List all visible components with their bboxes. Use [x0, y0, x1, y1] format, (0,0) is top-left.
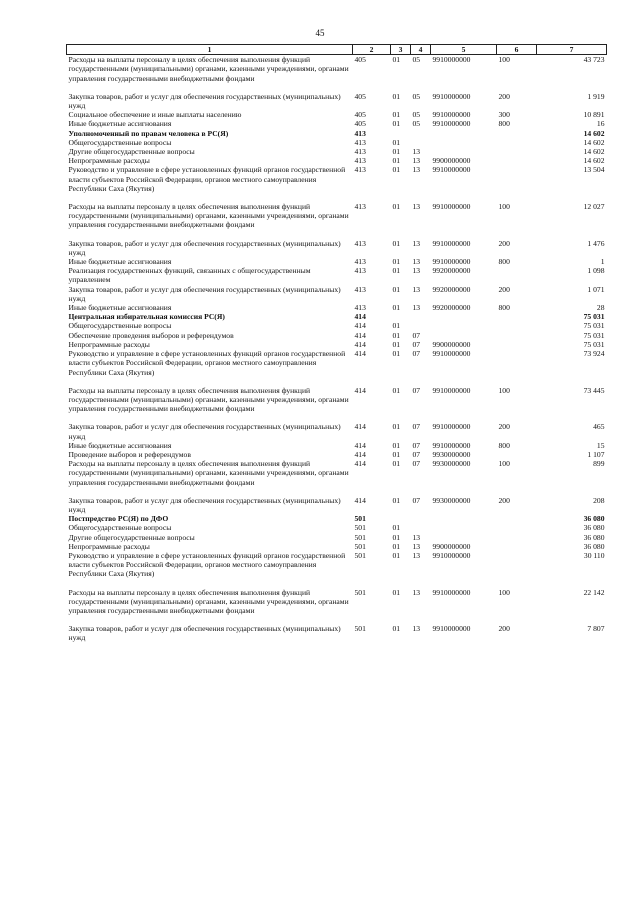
row-name: Иные бюджетные ассигнования	[68, 440, 172, 450]
row-section: 01	[392, 541, 401, 551]
row-target-article	[431, 129, 497, 138]
table-row	[67, 349, 607, 377]
row-target-article: 9910000000	[432, 257, 471, 267]
row-chapter: 501	[354, 514, 366, 524]
row-chapter: 414	[354, 495, 366, 505]
row-subsection: 07	[412, 449, 421, 459]
header-cell: 3	[391, 45, 411, 55]
row-spacer	[67, 615, 607, 624]
row-subsection: 13	[412, 587, 421, 597]
row-chapter: 413	[354, 257, 366, 267]
row-name: Непрограммные расходы	[68, 339, 150, 349]
row-target-article: 9930000000	[432, 459, 471, 469]
row-section: 01	[392, 238, 401, 248]
row-expense-type: 800	[498, 440, 510, 450]
row-chapter: 413	[354, 303, 366, 313]
row-expense-type: 800	[498, 257, 510, 267]
table-row	[67, 624, 607, 642]
row-chapter: 405	[354, 119, 366, 129]
row-expense-type	[497, 331, 537, 340]
row-name: Закупка товаров, работ и услуг для обеспечения государственных (муниципальных) нужд	[68, 238, 341, 257]
row-amount: 36 080	[583, 541, 605, 551]
row-section: 01	[392, 587, 401, 597]
row-expense-type	[497, 156, 537, 165]
row-amount: 36 080	[583, 532, 605, 542]
table-row	[67, 138, 607, 147]
row-amount: 13 504	[583, 165, 605, 175]
row-section: 01	[392, 624, 401, 634]
row-section: 01	[392, 257, 401, 267]
row-amount: 73 924	[583, 349, 605, 359]
row-amount: 14 602	[583, 147, 605, 157]
row-subsection: 13	[412, 202, 421, 212]
row-name: Иные бюджетные ассигнования	[68, 119, 172, 129]
row-expense-type: 100	[498, 587, 510, 597]
row-chapter: 501	[354, 523, 366, 533]
row-section: 01	[392, 532, 401, 542]
row-name: Руководство и управление в сфере установленных функций органов государственной власти субъектов Российской Федерации, органов местного самоуправления Республики Саха (Якутия)	[68, 165, 346, 193]
row-subsection: 13	[412, 266, 421, 276]
row-subsection: 07	[412, 440, 421, 450]
row-chapter: 413	[354, 156, 366, 166]
row-name: Закупка товаров, работ и услуг для обеспечения государственных (муниципальных) нужд	[68, 284, 341, 303]
row-chapter: 501	[354, 532, 366, 542]
row-name: Непрограммные расходы	[68, 156, 150, 166]
row-subsection: 13	[412, 550, 421, 560]
row-section: 01	[392, 495, 401, 505]
table-row	[67, 303, 607, 312]
row-expense-type	[497, 266, 537, 284]
row-expense-type	[497, 138, 537, 147]
row-section: 01	[392, 284, 401, 294]
row-amount: 75 031	[583, 330, 605, 340]
row-chapter: 413	[354, 266, 366, 276]
row-name: Другие общегосударственные вопросы	[68, 147, 195, 157]
row-expense-type	[497, 340, 537, 349]
row-subsection: 13	[412, 257, 421, 267]
row-section: 01	[392, 385, 401, 395]
row-expense-type	[497, 514, 537, 523]
row-name: Закупка товаров, работ и услуг для обеспечения государственных (муниципальных) нужд	[68, 91, 341, 111]
row-chapter: 405	[354, 110, 366, 120]
row-chapter: 414	[354, 321, 366, 331]
row-chapter: 501	[354, 587, 366, 597]
header-cell: 1	[67, 45, 353, 55]
row-target-article	[431, 331, 497, 340]
table-row	[67, 533, 607, 542]
row-subsection: 07	[412, 349, 421, 359]
table-row	[67, 588, 607, 616]
row-chapter: 501	[354, 550, 366, 560]
row-expense-type: 200	[498, 91, 510, 101]
row-section: 01	[392, 266, 401, 276]
table-row	[67, 551, 607, 579]
row-amount: 14 602	[583, 137, 605, 147]
row-section: 01	[392, 91, 401, 101]
table-row	[67, 450, 607, 459]
header-row	[67, 45, 607, 55]
row-section: 01	[392, 440, 401, 450]
row-subsection	[411, 523, 431, 532]
row-chapter: 414	[354, 440, 366, 450]
header-cell: 4	[411, 45, 431, 55]
row-subsection	[411, 129, 431, 138]
table-row	[67, 386, 607, 414]
table-row	[67, 542, 607, 551]
row-section: 01	[392, 339, 401, 349]
row-chapter: 414	[354, 312, 366, 322]
row-subsection: 13	[412, 303, 421, 313]
row-expense-type	[497, 533, 537, 542]
table-row	[67, 422, 607, 440]
row-subsection: 13	[412, 532, 421, 542]
row-name: Расходы на выплаты персоналу в целях обеспечения выполнения функций государственными (муниципальными) органами, казенными учреждениями, органами управления государственными внебюджетными фондами	[68, 587, 349, 615]
row-target-article: 9910000000	[432, 55, 471, 65]
table-row	[67, 92, 607, 110]
row-section: 01	[392, 119, 401, 129]
row-expense-type: 100	[498, 55, 510, 65]
row-amount: 30 110	[583, 550, 605, 560]
row-section: 01	[392, 422, 401, 432]
row-name: Руководство и управление в сфере установленных функций органов государственной власти субъектов Российской Федерации, органов местного самоуправления Республики Саха (Якутия)	[68, 349, 346, 377]
table-row	[67, 156, 607, 165]
row-target-article: 9900000000	[432, 156, 471, 166]
row-target-article: 9930000000	[432, 495, 471, 505]
row-expense-type	[497, 129, 537, 138]
table-row	[67, 257, 607, 266]
row-section: 01	[392, 303, 401, 313]
row-amount: 7 807	[587, 624, 605, 634]
row-name: Общегосударственные вопросы	[68, 523, 172, 533]
row-target-article: 9920000000	[432, 284, 471, 294]
row-expense-type	[497, 165, 537, 193]
row-section: 01	[392, 55, 401, 65]
row-chapter: 414	[354, 459, 366, 469]
row-expense-type	[497, 147, 537, 156]
table-row	[67, 202, 607, 230]
row-chapter: 413	[354, 284, 366, 294]
row-target-article	[431, 138, 497, 147]
row-expense-type	[497, 542, 537, 551]
row-chapter: 405	[354, 91, 366, 101]
table-row	[67, 441, 607, 450]
row-target-article: 9910000000	[432, 202, 471, 212]
row-section: 01	[392, 349, 401, 359]
row-subsection	[411, 312, 431, 321]
table-row	[67, 266, 607, 284]
row-section: 01	[392, 321, 401, 331]
row-section: 01	[392, 165, 401, 175]
row-target-article: 9910000000	[432, 119, 471, 129]
row-target-article: 9910000000	[432, 238, 471, 248]
row-name: Расходы на выплаты персоналу в целях обеспечения выполнения функций государственными (муниципальными) органами, казенными учреждениями, органами управления государственными внебюджетными фондами	[68, 202, 349, 230]
row-chapter: 414	[354, 449, 366, 459]
row-target-article	[431, 523, 497, 532]
row-subsection: 13	[412, 156, 421, 166]
header-cell: 5	[431, 45, 497, 55]
row-subsection: 07	[412, 459, 421, 469]
row-amount: 1	[600, 257, 605, 267]
table-row	[67, 459, 607, 487]
row-subsection: 07	[412, 339, 421, 349]
row-target-article: 9910000000	[432, 440, 471, 450]
table-row	[67, 239, 607, 257]
row-name: Обеспечение проведения выборов и референдумов	[68, 330, 234, 340]
row-target-article: 9920000000	[432, 303, 471, 313]
row-subsection: 07	[412, 495, 421, 505]
row-subsection: 13	[412, 165, 421, 175]
row-spacer	[67, 83, 607, 92]
row-subsection: 07	[412, 422, 421, 432]
row-expense-type	[497, 551, 537, 579]
table-row	[67, 340, 607, 349]
row-spacer	[67, 487, 607, 496]
row-amount: 1 071	[587, 284, 605, 294]
row-name: Непрограммные расходы	[68, 541, 150, 551]
row-amount: 75 031	[583, 321, 605, 331]
row-expense-type: 200	[498, 284, 510, 294]
row-target-article: 9910000000	[432, 165, 471, 175]
row-subsection: 13	[412, 541, 421, 551]
row-target-article: 9900000000	[432, 541, 471, 551]
table-row	[67, 129, 607, 138]
row-target-article: 9910000000	[432, 385, 471, 395]
row-amount: 208	[593, 495, 605, 505]
row-target-article: 9910000000	[432, 110, 471, 120]
row-subsection: 13	[412, 284, 421, 294]
header-cell: 7	[537, 45, 607, 55]
row-amount: 1 107	[587, 449, 605, 459]
row-expense-type: 300	[498, 110, 510, 120]
table-body	[67, 55, 607, 643]
row-amount: 22 142	[583, 587, 605, 597]
table-row	[67, 147, 607, 156]
row-section: 01	[392, 449, 401, 459]
row-target-article: 9930000000	[432, 449, 471, 459]
row-expense-type: 100	[498, 202, 510, 212]
row-expense-type: 200	[498, 624, 510, 634]
row-section: 01	[392, 110, 401, 120]
row-name: Закупка товаров, работ и услуг для обеспечения государственных (муниципальных) нужд	[68, 422, 341, 441]
row-name: Иные бюджетные ассигнования	[68, 303, 172, 313]
row-amount: 1 476	[587, 238, 605, 248]
row-target-article	[431, 533, 497, 542]
row-amount: 16	[596, 119, 605, 129]
row-section: 01	[392, 459, 401, 469]
row-chapter: 413	[354, 238, 366, 248]
row-expense-type	[497, 523, 537, 532]
row-chapter: 413	[354, 147, 366, 157]
row-spacer	[67, 579, 607, 588]
row-target-article	[431, 321, 497, 330]
row-spacer	[67, 377, 607, 386]
row-name: Закупка товаров, работ и услуг для обеспечения государственных (муниципальных) нужд	[68, 495, 341, 514]
row-amount: 465	[593, 422, 605, 432]
table-row	[67, 110, 607, 119]
row-amount: 36 080	[583, 514, 605, 524]
row-amount: 28	[596, 303, 605, 313]
row-subsection: 05	[412, 91, 421, 101]
table-row	[67, 321, 607, 330]
row-chapter: 413	[354, 137, 366, 147]
row-expense-type	[497, 312, 537, 321]
table-row	[67, 514, 607, 523]
row-subsection: 13	[412, 624, 421, 634]
row-name: Социальное обеспечение и иные выплаты населению	[68, 110, 242, 120]
row-amount: 14 602	[583, 128, 605, 138]
row-subsection: 13	[412, 238, 421, 248]
row-expense-type	[497, 450, 537, 459]
row-amount: 43 723	[583, 55, 605, 65]
row-target-article: 9910000000	[432, 349, 471, 359]
row-target-article: 9900000000	[432, 339, 471, 349]
row-name: Постпредство РС(Я) по ДФО	[68, 514, 169, 524]
row-name: Расходы на выплаты персоналу в целях обеспечения выполнения функций государственными (муниципальными) органами, казенными учреждениями, органами управления государственными внебюджетными фондами	[68, 459, 349, 487]
row-amount: 1 098	[587, 266, 605, 276]
row-subsection: 05	[412, 55, 421, 65]
row-section	[391, 312, 411, 321]
row-amount: 75 031	[583, 312, 605, 322]
table-row	[67, 312, 607, 321]
header-cell: 6	[497, 45, 537, 55]
row-section: 01	[392, 156, 401, 166]
row-chapter: 501	[354, 624, 366, 634]
row-name: Руководство и управление в сфере установленных функций органов государственной власти субъектов Российской Федерации, органов местного самоуправления Республики Саха (Якутия)	[68, 550, 346, 579]
row-section: 01	[392, 523, 401, 533]
row-target-article	[431, 514, 497, 523]
row-amount: 14 602	[583, 156, 605, 166]
row-target-article: 9910000000	[432, 91, 471, 101]
row-chapter: 405	[354, 55, 366, 65]
row-chapter: 414	[354, 385, 366, 395]
table-row	[67, 523, 607, 532]
row-target-article: 9910000000	[432, 587, 471, 597]
row-target-article: 9920000000	[432, 266, 471, 276]
row-name: Уполномоченный по правам человека в РС(Я)	[68, 128, 229, 138]
row-expense-type: 200	[498, 238, 510, 248]
row-section: 01	[392, 137, 401, 147]
row-chapter: 414	[354, 339, 366, 349]
row-section: 01	[392, 550, 401, 560]
header-cell: 2	[353, 45, 391, 55]
row-expense-type: 200	[498, 495, 510, 505]
row-expense-type: 800	[498, 303, 510, 313]
budget-table-sheet	[66, 44, 606, 643]
row-name: Иные бюджетные ассигнования	[68, 257, 172, 267]
row-name: Другие общегосударственные вопросы	[68, 532, 195, 542]
row-amount: 1 919	[587, 91, 605, 101]
row-subsection: 05	[412, 119, 421, 129]
row-name: Общегосударственные вопросы	[68, 137, 172, 147]
row-amount: 15	[596, 440, 605, 450]
row-amount: 75 031	[583, 339, 605, 349]
row-expense-type: 200	[498, 422, 510, 432]
row-expense-type: 100	[498, 459, 510, 469]
row-subsection: 05	[412, 110, 421, 120]
row-section: 01	[392, 330, 401, 340]
row-target-article: 9910000000	[432, 550, 471, 560]
row-chapter: 414	[354, 349, 366, 359]
row-name: Реализация государственных функций, связанных с общегосударственным управлением	[68, 266, 311, 285]
row-section	[391, 514, 411, 523]
row-name: Расходы на выплаты персоналу в целях обеспечения выполнения функций государственными (муниципальными) органами, казенными учреждениями, органами управления государственными внебюджетными фондами	[68, 385, 349, 414]
row-amount: 12 027	[583, 202, 605, 212]
table-row	[67, 496, 607, 514]
row-section	[391, 129, 411, 138]
row-subsection: 13	[412, 147, 421, 157]
row-target-article: 9910000000	[432, 422, 471, 432]
row-target-article	[431, 312, 497, 321]
row-chapter: 413	[354, 128, 366, 138]
row-spacer	[67, 230, 607, 239]
row-expense-type	[497, 349, 537, 377]
row-chapter: 414	[354, 330, 366, 340]
row-target-article: 9910000000	[432, 624, 471, 634]
row-amount: 10 891	[583, 110, 605, 120]
row-amount: 899	[593, 459, 605, 469]
row-target-article	[431, 147, 497, 156]
row-subsection	[411, 321, 431, 330]
row-amount: 73 445	[583, 385, 605, 395]
row-section: 01	[392, 147, 401, 157]
row-spacer	[67, 193, 607, 202]
row-chapter: 414	[354, 422, 366, 432]
row-subsection	[411, 138, 431, 147]
row-expense-type: 100	[498, 385, 510, 395]
row-name: Закупка товаров, работ и услуг для обеспечения государственных (муниципальных) нужд	[68, 624, 341, 643]
table-row	[67, 165, 607, 193]
row-chapter: 413	[354, 202, 366, 212]
table-row	[67, 331, 607, 340]
row-chapter: 501	[354, 541, 366, 551]
row-amount: 36 080	[583, 523, 605, 533]
row-name: Расходы на выплаты персоналу в целях обеспечения выполнения функций государственными (муниципальными) органами, казенными учреждениями, органами управления государственными внебюджетными фондами	[68, 55, 349, 83]
table-row	[67, 55, 607, 83]
row-expense-type: 800	[498, 119, 510, 129]
row-subsection	[411, 514, 431, 523]
table-row	[67, 119, 607, 128]
row-section: 01	[392, 202, 401, 212]
page-number: 45	[315, 28, 325, 38]
row-subsection: 07	[412, 330, 421, 340]
budget-table	[66, 44, 607, 643]
row-subsection: 07	[412, 385, 421, 395]
row-name: Общегосударственные вопросы	[68, 321, 172, 331]
row-spacer	[67, 413, 607, 422]
row-name: Проведение выборов и референдумов	[68, 449, 191, 459]
row-name: Центральная избирательная комиссия РС(Я)	[68, 312, 225, 322]
table-row	[67, 285, 607, 303]
row-expense-type	[497, 321, 537, 330]
row-chapter: 413	[354, 165, 366, 175]
